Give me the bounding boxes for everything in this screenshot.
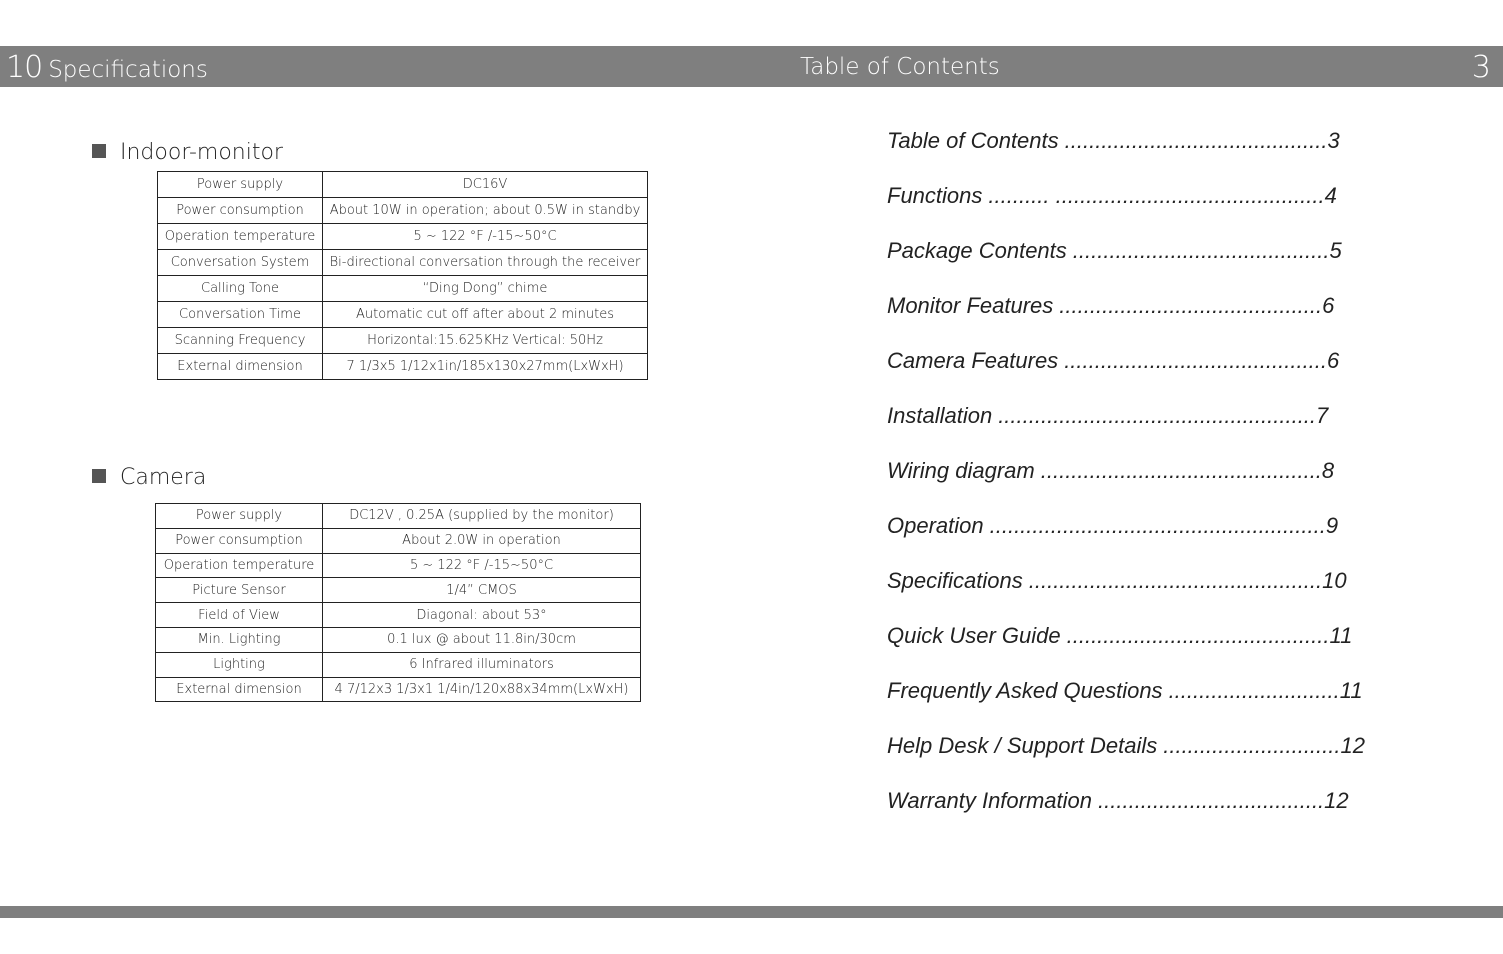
toc-page-number: 11 <box>1329 623 1353 648</box>
toc-title: Wiring diagram <box>887 458 1035 483</box>
toc-page-number: 6 <box>1327 348 1340 373</box>
toc-page-number: 4 <box>1324 183 1337 208</box>
toc-leader: ........................................... <box>1059 293 1323 318</box>
indoor-monitor-heading-text: Indoor-monitor <box>120 140 283 165</box>
camera-spec-table <box>155 503 641 702</box>
spec-value: 6 Infrared illuminators <box>323 652 641 677</box>
toc-entry[interactable] <box>887 513 1365 568</box>
spec-label: Min. Lighting <box>156 627 323 652</box>
left-page-title: Specifications <box>48 57 208 83</box>
spec-value: About 10W in operation; about 0.5W in standby <box>323 198 648 224</box>
table-row <box>158 302 648 328</box>
toc-entry[interactable] <box>887 568 1365 623</box>
toc-leader: .............................................. <box>1040 458 1322 483</box>
toc-title: Package Contents <box>887 238 1067 263</box>
table-of-contents <box>887 128 1365 843</box>
toc-leader: .................................................... <box>998 403 1317 428</box>
indoor-monitor-spec-table <box>157 171 648 380</box>
spec-label: Scanning Frequency <box>158 328 323 354</box>
toc-entry[interactable] <box>887 733 1365 788</box>
toc-page-number: 6 <box>1322 293 1335 318</box>
spec-value: 1/4” CMOS <box>323 578 641 603</box>
toc-entry[interactable] <box>887 128 1365 183</box>
spec-value: Horizontal:15.625KHz Vertical: 50Hz <box>323 328 648 354</box>
toc-leader: ........................................... <box>1066 623 1330 648</box>
right-page-title: Table of Contents <box>800 54 1000 80</box>
spec-label: Lighting <box>156 652 323 677</box>
spec-value: DC12V , 0.25A (supplied by the monitor) <box>323 504 641 529</box>
toc-title: Table of Contents <box>887 128 1059 153</box>
square-bullet-icon <box>92 144 106 158</box>
spec-value: 4 7/12x3 1/3x1 1/4in/120x88x34mm(LxWxH) <box>323 677 641 702</box>
indoor-monitor-heading <box>92 140 283 165</box>
spec-label: Conversation System <box>158 250 323 276</box>
toc-leader: .......................................... <box>1072 238 1330 263</box>
spec-label: Field of View <box>156 603 323 628</box>
spec-value: 7 1/3x5 1/12x1in/185x130x27mm(LxWxH) <box>323 354 648 380</box>
toc-entry[interactable] <box>887 403 1365 458</box>
toc-leader: ..................................... <box>1098 788 1325 813</box>
toc-title: Functions <box>887 183 983 208</box>
spec-label: External dimension <box>156 677 323 702</box>
right-page-number: 3 <box>1471 50 1491 85</box>
spec-label: Picture Sensor <box>156 578 323 603</box>
toc-leader: ........................................... <box>1064 128 1328 153</box>
spec-value: 5 ~ 122 °F /-15~50°C <box>323 224 648 250</box>
toc-leader: ........................................... <box>1064 348 1328 373</box>
spec-label: Power consumption <box>156 528 323 553</box>
left-page-number: 10 <box>6 50 43 85</box>
toc-page-number: 8 <box>1321 458 1335 483</box>
toc-page-number: 5 <box>1329 238 1342 263</box>
toc-page-number: 12 <box>1324 788 1349 813</box>
toc-title: Frequently Asked Questions <box>887 678 1163 703</box>
table-row <box>156 528 641 553</box>
left-page-header <box>6 50 208 85</box>
toc-page-number: 7 <box>1316 403 1329 428</box>
table-row <box>158 198 648 224</box>
toc-entry[interactable] <box>887 788 1365 843</box>
spec-value: “Ding Dong” chime <box>323 276 648 302</box>
toc-title: Installation <box>887 403 993 428</box>
toc-title: Camera Features <box>887 348 1059 373</box>
table-row <box>156 553 641 578</box>
spec-label: Conversation Time <box>158 302 323 328</box>
toc-leader: ............................ <box>1168 678 1340 703</box>
spec-label: Power supply <box>156 504 323 529</box>
toc-entry[interactable] <box>887 348 1365 403</box>
toc-entry[interactable] <box>887 293 1365 348</box>
toc-entry[interactable] <box>887 458 1365 513</box>
spec-value: DC16V <box>323 172 648 198</box>
square-bullet-icon <box>92 469 106 483</box>
toc-title: Quick User Guide <box>887 623 1061 648</box>
table-row <box>156 677 641 702</box>
header-bar <box>0 46 1503 87</box>
spec-label: Power consumption <box>158 198 323 224</box>
toc-entry[interactable] <box>887 183 1365 238</box>
table-row <box>156 578 641 603</box>
table-row <box>156 603 641 628</box>
table-row <box>158 354 648 380</box>
spec-value: 0.1 lux @ about 11.8in/30cm <box>323 627 641 652</box>
footer-bar <box>0 906 1503 918</box>
spec-value: Diagonal: about 53° <box>323 603 641 628</box>
table-row <box>158 172 648 198</box>
table-row <box>158 224 648 250</box>
table-row <box>156 504 641 529</box>
toc-title: Monitor Features <box>887 293 1054 318</box>
toc-title: Operation <box>887 513 984 538</box>
table-row <box>158 276 648 302</box>
toc-page-number: 11 <box>1339 678 1363 703</box>
toc-title: Help Desk / Support Details <box>887 733 1158 758</box>
spec-value: About 2.0W in operation <box>323 528 641 553</box>
camera-heading-text: Camera <box>120 465 207 490</box>
toc-leader: ....................................................... <box>989 513 1326 538</box>
table-row <box>158 250 648 276</box>
toc-leader: ................................................ <box>1028 568 1323 593</box>
toc-page-number: 3 <box>1327 128 1340 153</box>
table-row <box>158 328 648 354</box>
toc-leader: .......... ............................................ <box>988 183 1325 208</box>
toc-entry[interactable] <box>887 623 1365 678</box>
spec-value: Automatic cut off after about 2 minutes <box>323 302 648 328</box>
table-row <box>156 652 641 677</box>
spec-label: External dimension <box>158 354 323 380</box>
spec-label: Operation temperature <box>158 224 323 250</box>
toc-entry[interactable] <box>887 678 1365 733</box>
toc-leader: ............................. <box>1163 733 1341 758</box>
toc-entry[interactable] <box>887 238 1365 293</box>
spec-label: Operation temperature <box>156 553 323 578</box>
toc-title: Specifications <box>887 568 1023 593</box>
spec-value: 5 ~ 122 °F /-15~50°C <box>323 553 641 578</box>
toc-page-number: 10 <box>1322 568 1347 593</box>
spec-label: Calling Tone <box>158 276 323 302</box>
toc-page-number: 12 <box>1340 733 1365 758</box>
table-row <box>156 627 641 652</box>
spec-label: Power supply <box>158 172 323 198</box>
toc-page-number: 9 <box>1325 513 1339 538</box>
spec-value: Bi-directional conversation through the receiver <box>323 250 648 276</box>
camera-heading <box>92 465 206 490</box>
toc-title: Warranty Information <box>887 788 1093 813</box>
